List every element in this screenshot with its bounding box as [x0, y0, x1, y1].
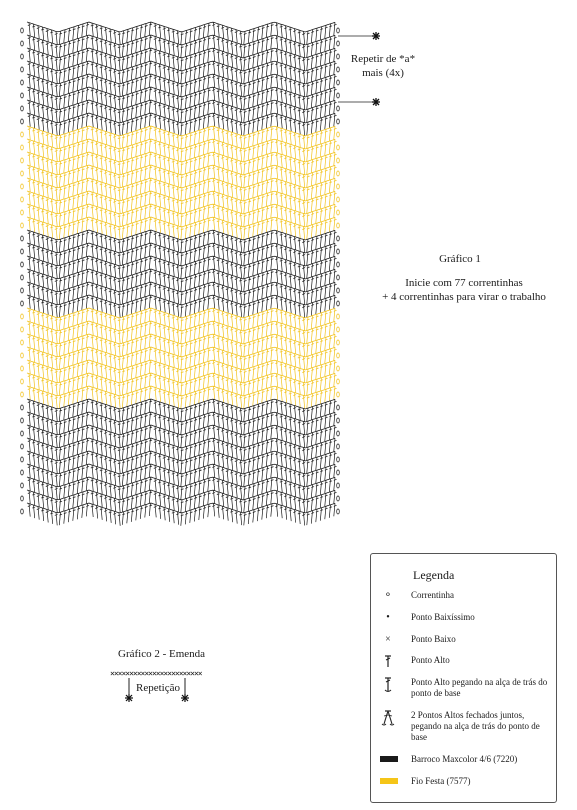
repeat-note-line-2: mais (4x) — [362, 67, 404, 79]
stitch-row-dark — [27, 503, 337, 526]
legend-item-label: Correntinha — [411, 590, 454, 600]
slip-stitch-icon: • — [386, 612, 390, 623]
legend-item-label: 2 Pontos Altos fechados juntos, pegando na alça de trás do ponto de base — [411, 710, 540, 742]
instructions-line-1: Inicie com 77 correntinhas — [405, 277, 523, 289]
repeat-marker-right-icon — [181, 694, 189, 702]
legend-title: Legenda — [413, 568, 455, 582]
chain-stitch-icon: ⚬ — [383, 590, 393, 601]
repeat-note-line-1: Repetir de *a* — [350, 53, 416, 65]
legend-item-label: Ponto Baixíssimo — [411, 612, 475, 622]
legend-item-label: Barroco Maxcolor 4/6 (7220) — [411, 754, 518, 764]
dc2tog-back-loop-icon — [377, 710, 399, 729]
color-swatch-black — [380, 756, 398, 762]
legend-box — [370, 553, 557, 803]
legend-item-label: Fio Festa (7577) — [411, 776, 471, 786]
color-swatch-yellow — [380, 778, 398, 784]
chart-2-stitch-row: ×××××××××××××××××××××××× — [110, 669, 202, 678]
chart-2-title: Gráfico 2 - Emenda — [118, 648, 206, 660]
legend-item-label: Ponto Alto pegando na alça de trás do ponto de base — [411, 677, 548, 698]
repeat-marker-top-icon — [338, 32, 380, 40]
chart-1-title: Gráfico 1 — [439, 253, 481, 265]
double-crochet-back-loop-icon — [377, 677, 399, 696]
legend-item-label: Ponto Baixo — [411, 634, 456, 644]
instructions-line-2: + 4 correntinhas para virar o trabalho — [382, 291, 546, 303]
single-crochet-icon: × — [385, 634, 391, 645]
stitch-grid — [27, 22, 337, 526]
double-crochet-icon — [377, 655, 399, 671]
turning-chain-right — [337, 28, 340, 514]
legend-item-label: Ponto Alto — [411, 655, 450, 665]
repeat-marker-bottom-icon — [338, 98, 380, 106]
repeat-marker-left-icon — [125, 694, 133, 702]
turning-chain-left — [21, 28, 24, 514]
chart-2-repeat-label: Repetição — [136, 682, 180, 694]
chart-1-instructions — [364, 276, 564, 304]
repeat-note — [344, 52, 422, 80]
